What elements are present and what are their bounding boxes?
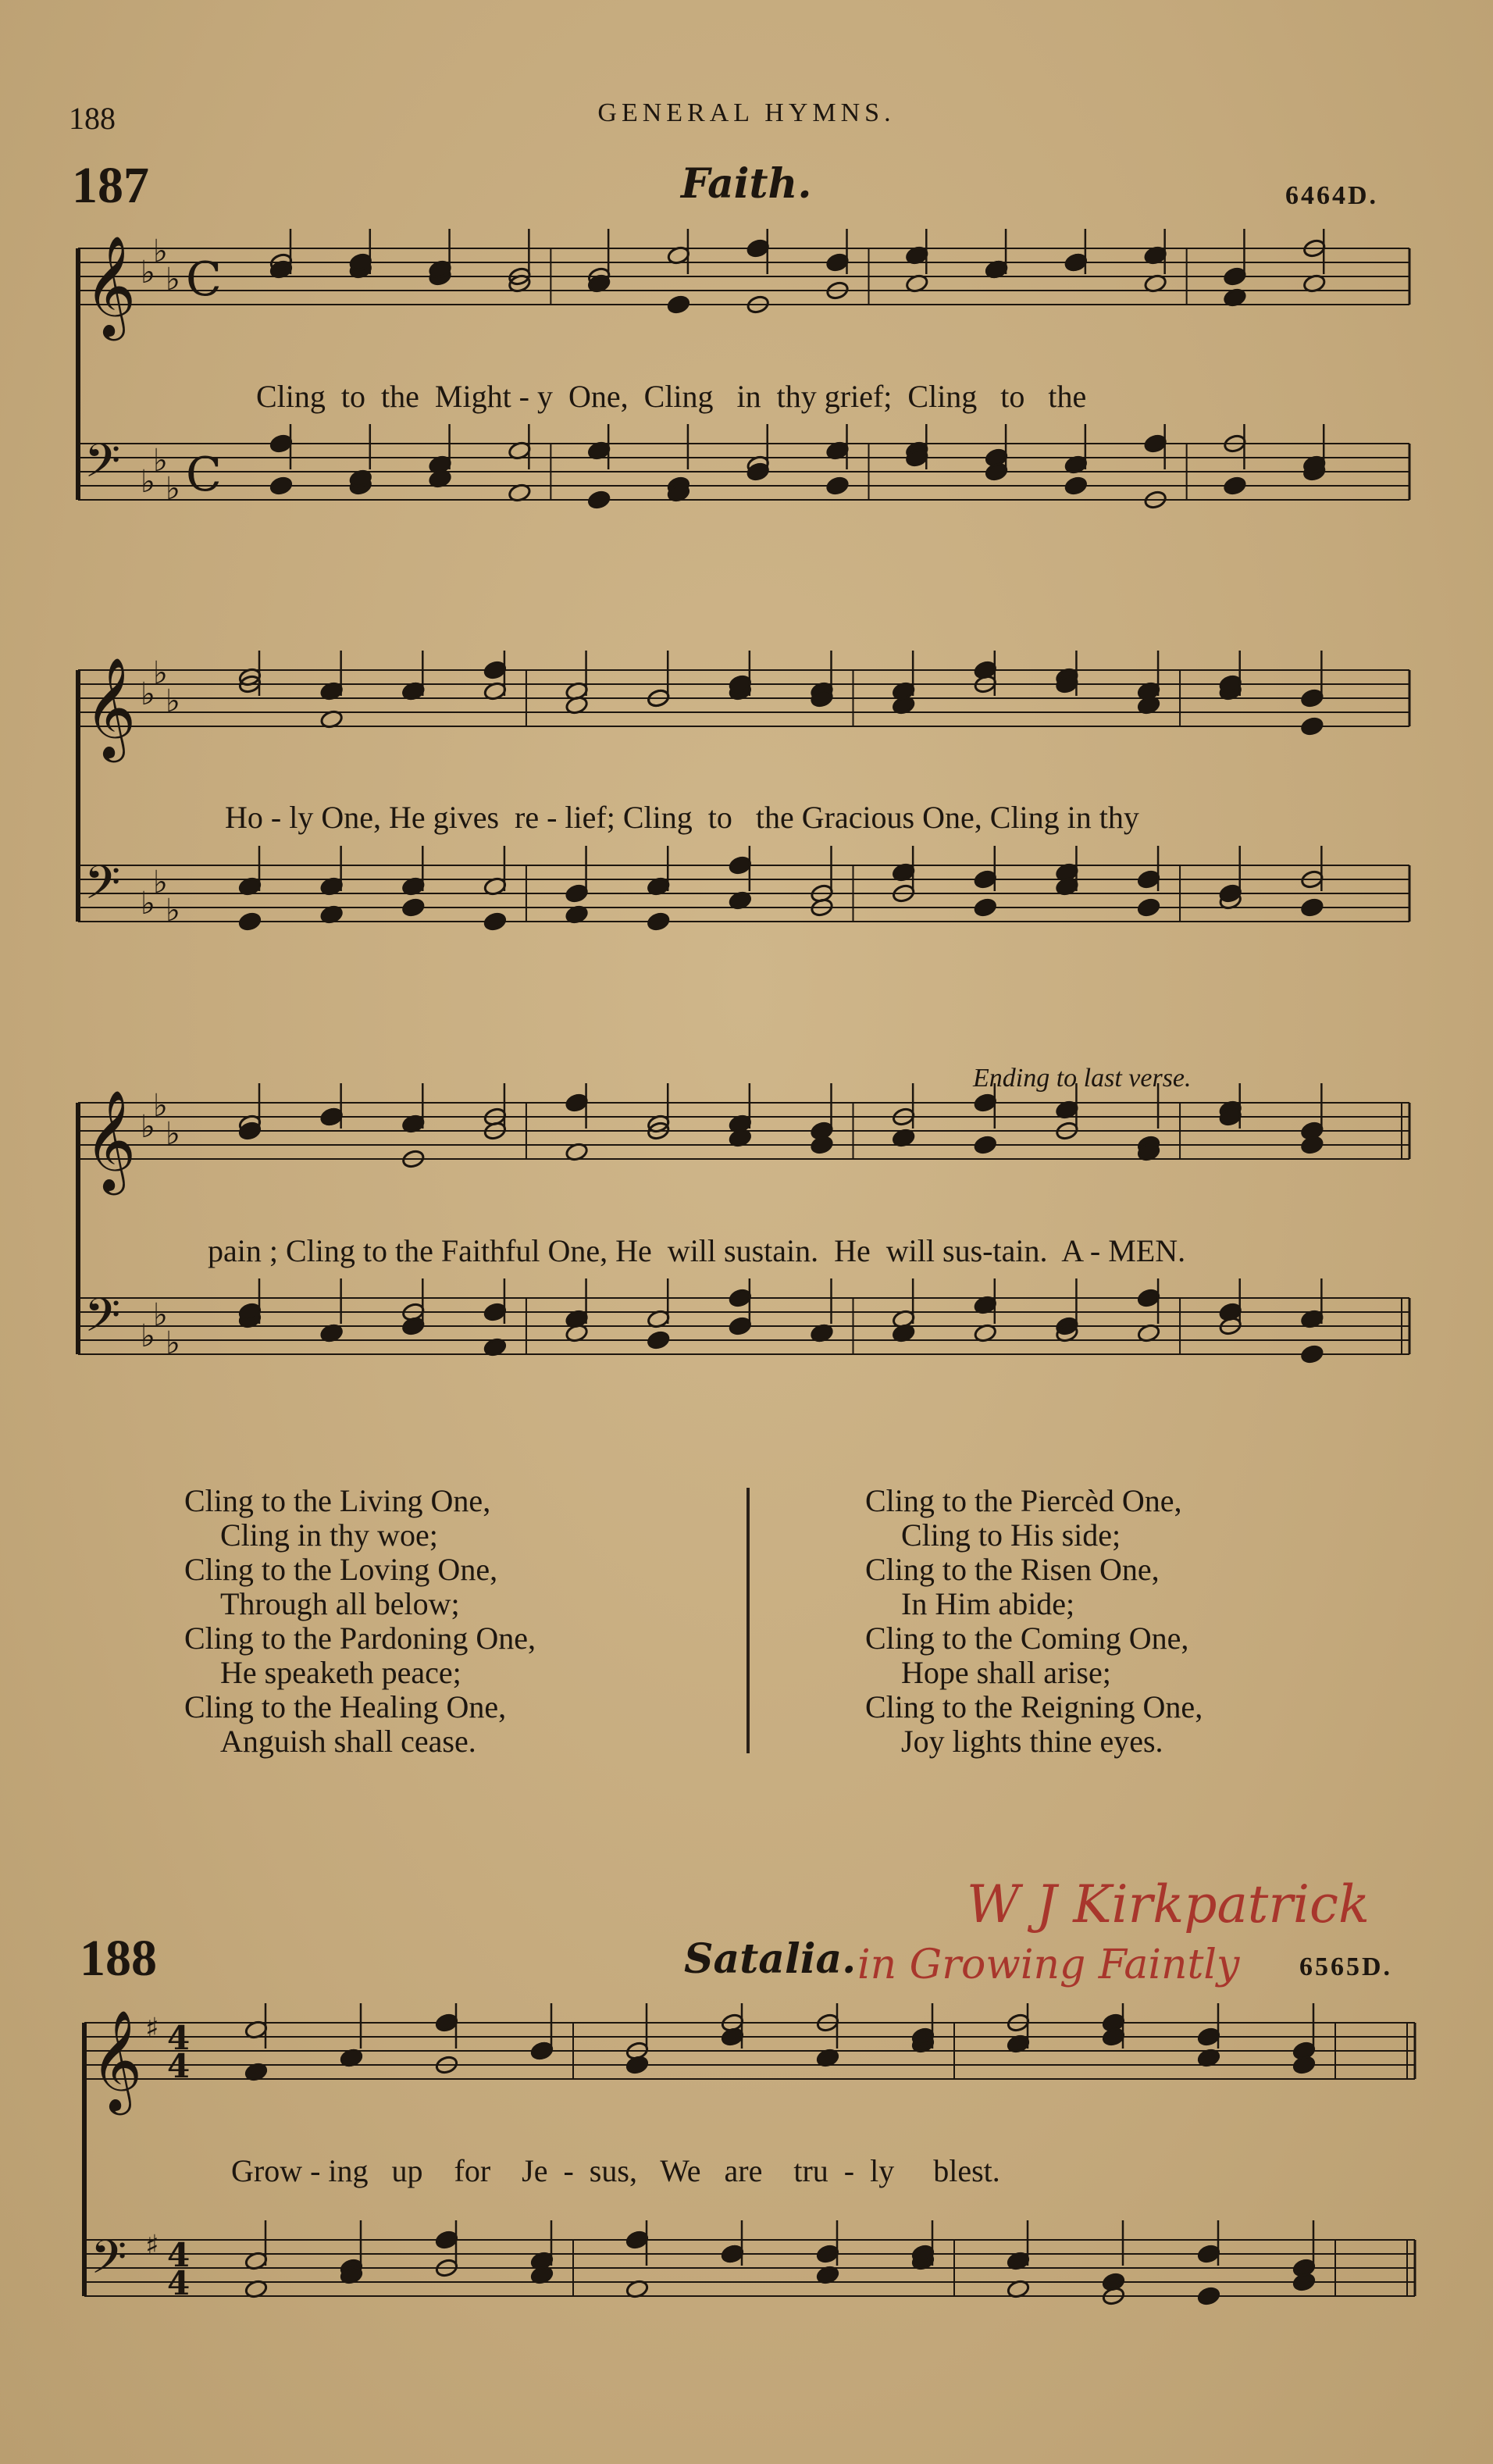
note-head [530, 2041, 554, 2061]
verse-line: Cling to His side; [901, 1517, 1121, 1553]
note-head [721, 2244, 745, 2264]
flat-icon: ♭ [166, 262, 180, 298]
common-time-icon: C [186, 448, 222, 502]
note-head [1197, 2027, 1221, 2047]
flat-icon: ♭ [141, 886, 155, 922]
note-head [1197, 2244, 1221, 2264]
flat-icon: ♭ [153, 865, 168, 900]
flat-icon: ♭ [153, 1297, 168, 1333]
verse-line: In Him abide; [901, 1586, 1075, 1621]
sharp-icon: ♯ [145, 2012, 159, 2045]
flat-icon: ♭ [166, 471, 180, 507]
flat-icon: ♭ [166, 683, 180, 719]
verse-line: Joy lights thine eyes. [901, 1724, 1163, 1759]
verse-line: Cling in thy woe; [220, 1517, 438, 1553]
time-signature: 4 [167, 2047, 191, 2085]
time-signature: 4 [167, 2236, 191, 2274]
verse-line: Through all below; [220, 1586, 460, 1621]
note-head [625, 2230, 650, 2250]
running-title: GENERAL HYMNS. [597, 98, 896, 127]
ending-label: Ending to last verse. [973, 1064, 1192, 1093]
note-head [1102, 2027, 1126, 2047]
flat-icon: ♭ [141, 1318, 155, 1354]
verse-line: Hope shall arise; [901, 1655, 1111, 1690]
verse-line: He speaketh peace; [220, 1655, 461, 1690]
verse-line: Cling to the Piercèd One, [865, 1483, 1182, 1518]
verse-line: Cling to the Risen One, [865, 1552, 1160, 1587]
flat-icon: ♭ [141, 255, 155, 291]
flat-icon: ♭ [153, 443, 168, 479]
verse-line: Cling to the Reigning One, [865, 1689, 1203, 1724]
hymn-187-lyric-line-2: Ho - ly One, He gives re - lief; Cling to the Gracious One, Cling in thy [225, 800, 1139, 835]
verse-line: Cling to the Pardoning One, [184, 1621, 536, 1656]
treble-clef-icon: 𝄞 [84, 1089, 137, 1191]
verse-line: Cling to the Coming One, [865, 1621, 1189, 1656]
hymn-187-title: Faith. [681, 160, 812, 208]
flat-icon: ♭ [166, 1116, 180, 1152]
bass-clef-icon: 𝄢 [84, 433, 121, 499]
flat-icon: ♭ [141, 464, 155, 500]
flat-icon: ♭ [153, 1088, 168, 1124]
bass-clef-icon: 𝄢 [91, 2230, 127, 2295]
handwritten-credit: in Growing Faintly [857, 1942, 1240, 1988]
note-head [721, 2027, 745, 2047]
flat-icon: ♭ [141, 676, 155, 712]
note-head [625, 2055, 650, 2075]
note-head [435, 2230, 459, 2250]
note-head [1197, 2286, 1221, 2306]
verse-line: Cling to the Healing One, [184, 1689, 507, 1724]
verse-line: Anguish shall cease. [220, 1724, 476, 1759]
verse-line: Cling to the Living One, [184, 1483, 491, 1518]
verse-line: Cling to the Loving One, [184, 1552, 498, 1587]
sharp-icon: ♯ [145, 2229, 159, 2262]
note-head [1292, 2041, 1317, 2061]
hymn-188-title: Satalia. [684, 1935, 857, 1983]
flat-icon: ♭ [141, 1109, 155, 1145]
note-head [435, 2013, 459, 2033]
flat-icon: ♭ [153, 655, 168, 691]
hymn-188-meter: 6565D. [1299, 1952, 1393, 1981]
hymn-187-meter: 6464D. [1285, 181, 1379, 210]
hymn-187-number: 187 [72, 157, 149, 214]
hymn-188-lyric-line-1: Grow - ing up for Je - sus, We are tru - ly blest. [231, 2153, 1000, 2188]
treble-clef-icon: 𝄞 [84, 235, 137, 337]
common-time-icon: C [186, 252, 222, 307]
note-head [816, 2244, 840, 2264]
page-number: 188 [69, 101, 116, 136]
flat-icon: ♭ [166, 893, 180, 929]
flat-icon: ♭ [166, 1325, 180, 1361]
time-signature: 4 [167, 2019, 191, 2057]
treble-clef-icon: 𝄞 [84, 657, 137, 758]
note-head [1292, 2258, 1317, 2278]
flat-icon: ♭ [153, 234, 168, 269]
bass-clef-icon: 𝄢 [84, 1288, 121, 1353]
hymn-187-lyric-line-1: Cling to the Might - y One, Cling in thy grief; Cling to the [256, 379, 1087, 414]
hymn-188-number: 188 [80, 1930, 157, 1987]
hymn-187-lyric-line-3: pain ; Cling to the Faithful One, He will sustain. He will sus-tain. A - MEN. [208, 1233, 1186, 1268]
handwritten-signature: W J Kirkpatrick [967, 1874, 1370, 1934]
treble-clef-icon: 𝄞 [91, 2009, 143, 2111]
time-signature: 4 [167, 2264, 191, 2302]
bass-clef-icon: 𝄢 [84, 855, 121, 921]
